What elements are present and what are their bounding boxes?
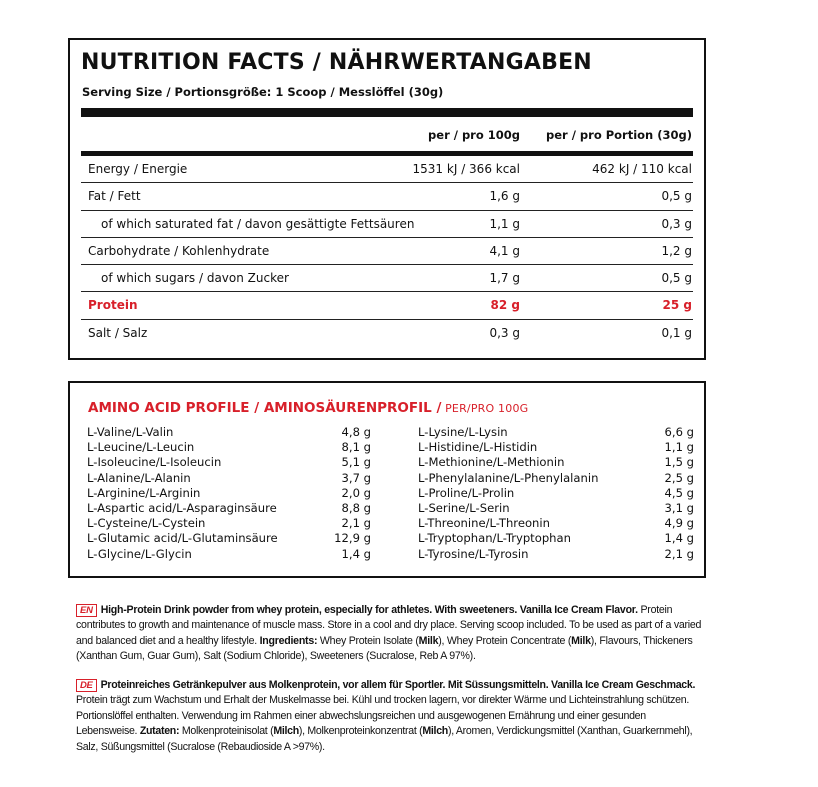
nutrition-row-energy	[81, 156, 693, 183]
language-tag-de: DE	[76, 679, 97, 692]
amino-value: 12,9 g	[334, 531, 371, 546]
de-text-4: ), Aromen, Verdickungsmittel (Xanthan, Guarkernmehl), Salz, Süßungsmittel (Sucralose (Rebaudioside A >97%).	[76, 725, 693, 753]
amino-name: L-Alanine/L-Alanin	[87, 470, 191, 485]
amino-value: 5,1 g	[341, 455, 371, 470]
amino-value: 4,5 g	[664, 485, 694, 500]
amino-list-right	[418, 425, 694, 562]
amino-title-unit: PER/PRO 100G	[441, 402, 529, 415]
amino-item	[418, 547, 694, 562]
amino-value: 1,1 g	[664, 440, 694, 455]
amino-item	[418, 425, 694, 440]
amino-item	[418, 440, 694, 455]
nutrition-facts-panel	[68, 38, 706, 360]
amino-value: 2,0 g	[341, 485, 371, 500]
amino-name: L-Tryptophan/L-Tryptophan	[418, 531, 571, 546]
amino-title	[88, 397, 528, 416]
amino-item	[87, 440, 371, 455]
amino-name: L-Lysine/L-Lysin	[418, 425, 508, 439]
en-allergen-1: Milk	[418, 634, 439, 647]
amino-name: L-Arginine/L-Arginin	[87, 485, 201, 500]
row-value-portion: 25 g	[662, 298, 692, 313]
de-allergen-2: Milch	[422, 725, 448, 738]
amino-name: L-Phenylalanine/L-Phenylalanin	[418, 470, 599, 485]
row-label: Carbohydrate / Kohlenhydrate	[88, 243, 270, 258]
column-header-100g: per / pro 100g	[428, 128, 520, 142]
amino-name: L-Histidine/L-Histidin	[418, 440, 538, 455]
de-text-1: Protein trägt zum Wachstum und Erhalt der Muskelmasse bei. Kühl und trocken lagern, vor direkter Wärme und Lichteinstrahlung schützen. Portionslöffel enthalten. Verwendung im Rahmen einer abwechslungsreichen und ausgewogenen Ernährung und einer gesunden Lebensweise.	[76, 694, 689, 738]
row-label: Fat / Fett	[88, 189, 141, 204]
row-label: Salt / Salz	[88, 325, 148, 340]
nutrition-row-salt	[81, 320, 693, 346]
en-text-1: Protein contributes to growth and maintenance of muscle mass. Store in a cool and dry place. Serving scoop included. To be used as part of a varied and balanced diet and a healthy lifestyle.	[76, 604, 702, 647]
amino-name: L-Leucine/L-Leucin	[87, 440, 195, 455]
serving-size: Serving Size / Portionsgröße: 1 Scoop / Messlöffel (30g)	[82, 85, 444, 99]
amino-item	[418, 531, 694, 546]
row-value-portion: 462 kJ / 110 kcal	[592, 162, 692, 176]
amino-item	[418, 501, 694, 516]
en-text-4: ), Flavours, Thickeners (Xanthan Gum, Guar Gum), Salt (Sodium Chloride), Sweeteners (Sucralose, Reb A 97%).	[76, 634, 693, 663]
en-text-3: ), Whey Protein Concentrate (	[438, 634, 572, 647]
amino-value: 3,1 g	[664, 500, 694, 515]
amino-value: 2,1 g	[341, 516, 371, 531]
row-value-100g: 4,1 g	[489, 243, 520, 258]
amino-item	[87, 531, 371, 546]
amino-item	[418, 455, 694, 470]
amino-title-main: AMINO ACID PROFILE / AMINOSÄURENPROFIL /	[88, 400, 442, 416]
amino-value: 8,8 g	[341, 500, 371, 515]
amino-name: L-Cysteine/L-Cystein	[87, 516, 206, 531]
nutrition-row-carbohydrate	[81, 238, 693, 265]
nutrition-table	[81, 156, 693, 346]
row-value-portion: 0,5 g	[661, 271, 692, 286]
amino-item	[87, 455, 371, 470]
de-product-intro: Proteinreiches Getränkepulver aus Molkenprotein, vor allem für Sportler. Mit Süssungsmitteln. Vanilla Ice Cream Geschmack.	[100, 679, 696, 691]
row-label: of which saturated fat / davon gesättigte Fettsäuren	[101, 216, 415, 231]
language-tag-en: EN	[76, 604, 97, 617]
row-value-portion: 0,5 g	[661, 189, 692, 204]
amino-name: L-Aspartic acid/L-Asparaginsäure	[87, 500, 277, 515]
amino-item	[87, 486, 371, 501]
amino-item	[87, 425, 371, 440]
row-value-portion: 1,2 g	[661, 243, 692, 258]
nutrition-row-sugars	[81, 265, 693, 292]
row-label: of which sugars / davon Zucker	[101, 271, 289, 286]
row-value-portion: 0,3 g	[661, 216, 692, 231]
amino-value: 1,4 g	[664, 531, 694, 546]
amino-item	[87, 547, 371, 562]
amino-item	[418, 516, 694, 531]
amino-name: L-Glutamic acid/L-Glutaminsäure	[87, 531, 278, 546]
english-description	[76, 603, 708, 665]
amino-name: L-Isoleucine/L-Isoleucin	[87, 455, 222, 470]
en-ingredients-label: Ingredients:	[259, 634, 318, 647]
german-description	[76, 678, 708, 755]
row-value-100g: 82 g	[490, 298, 520, 313]
de-text-3: ), Molkenproteinkonzentrat (	[298, 725, 423, 738]
amino-list-left	[87, 425, 371, 562]
nutrition-row-fat	[81, 183, 693, 210]
amino-value: 4,9 g	[664, 516, 694, 531]
nutrition-title: NUTRITION FACTS / NÄHRWERTANGABEN	[81, 50, 592, 75]
row-value-portion: 0,1 g	[661, 325, 692, 340]
row-value-100g: 1,7 g	[489, 271, 520, 286]
row-value-100g: 1,1 g	[489, 216, 520, 231]
divider-thick	[81, 108, 693, 117]
de-ingredients-label: Zutaten:	[139, 725, 180, 738]
amino-value: 2,1 g	[664, 546, 694, 561]
row-label: Protein	[88, 298, 138, 313]
amino-value: 8,1 g	[341, 440, 371, 455]
amino-value: 1,4 g	[341, 546, 371, 561]
de-allergen-1: Milch	[273, 725, 299, 738]
amino-name: L-Tyrosine/L-Tyrosin	[418, 546, 529, 561]
column-header-portion: per / pro Portion (30g)	[546, 128, 692, 142]
amino-item	[418, 486, 694, 501]
amino-name: L-Serine/L-Serin	[418, 500, 510, 515]
amino-name: L-Threonine/L-Threonin	[418, 516, 550, 531]
amino-value: 2,5 g	[664, 470, 694, 485]
row-value-100g: 1531 kJ / 366 kcal	[412, 162, 520, 176]
amino-item	[87, 501, 371, 516]
amino-value: 3,7 g	[341, 470, 371, 485]
en-product-intro: High-Protein Drink powder from whey protein, especially for athletes. With sweeteners. Vanilla Ice Cream Flavor.	[100, 604, 638, 616]
amino-item	[87, 471, 371, 486]
amino-item	[418, 471, 694, 486]
amino-name: L-Proline/L-Prolin	[418, 485, 515, 500]
amino-acid-panel	[68, 381, 706, 578]
amino-value: 6,6 g	[664, 425, 694, 439]
de-text-2: Molkenproteinisolat (	[179, 725, 274, 738]
row-label: Energy / Energie	[88, 162, 188, 176]
amino-value: 4,8 g	[341, 425, 371, 439]
en-allergen-2: Milk	[571, 634, 591, 647]
nutrition-row-saturated-fat	[81, 211, 693, 238]
amino-name: L-Glycine/L-Glycin	[87, 546, 192, 561]
amino-value: 1,5 g	[664, 455, 694, 470]
amino-name: L-Methionine/L-Methionin	[418, 455, 565, 470]
row-value-100g: 0,3 g	[489, 325, 520, 340]
en-text-2: Whey Protein Isolate (	[317, 634, 419, 647]
nutrition-row-protein	[81, 292, 693, 319]
row-value-100g: 1,6 g	[489, 189, 520, 204]
amino-item	[87, 516, 371, 531]
amino-name: L-Valine/L-Valin	[87, 425, 174, 439]
